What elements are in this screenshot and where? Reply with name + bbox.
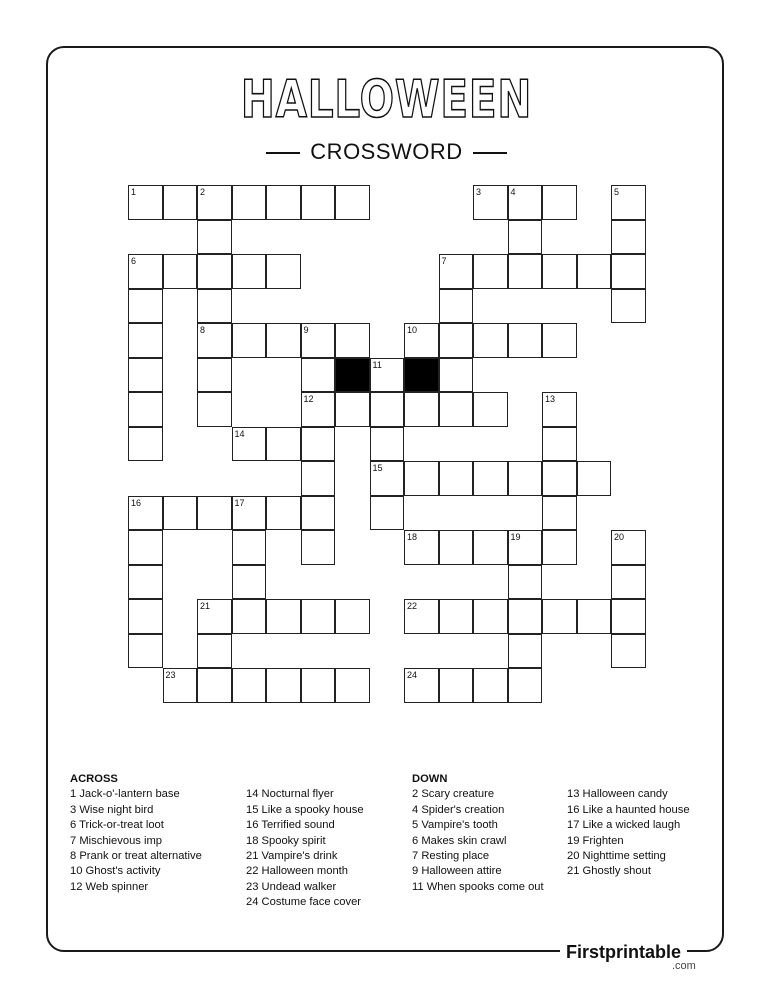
grid-cell[interactable] — [370, 427, 405, 462]
grid-cell[interactable] — [473, 185, 508, 220]
grid-cell[interactable] — [197, 634, 232, 669]
clue-number: 24 — [407, 670, 418, 680]
grid-cell[interactable] — [301, 461, 336, 496]
clue-number: 17 — [234, 497, 245, 508]
grid-cell[interactable] — [473, 530, 508, 565]
clue-number: 6 — [131, 256, 137, 266]
grid-cell[interactable] — [611, 599, 646, 634]
grid-cell[interactable] — [197, 254, 232, 289]
clue: 3 Wise night bird — [70, 803, 154, 816]
grid-cell[interactable] — [232, 668, 267, 703]
grid-cell[interactable] — [404, 461, 439, 496]
grid-cell[interactable] — [508, 668, 543, 703]
grid-cell[interactable] — [301, 427, 336, 462]
grid-cell[interactable] — [197, 323, 232, 358]
grid-cell[interactable] — [197, 392, 232, 427]
grid-cell[interactable] — [266, 254, 301, 289]
clue-number: 5 — [614, 187, 620, 197]
grid-cell[interactable] — [577, 599, 612, 634]
grid-cell[interactable] — [128, 323, 163, 358]
grid-cell[interactable] — [439, 530, 474, 565]
page-title: HALLOWEEN — [240, 70, 533, 130]
grid-cell[interactable] — [301, 185, 336, 220]
grid-cell[interactable] — [163, 668, 198, 703]
grid-cell[interactable] — [301, 358, 336, 393]
clue-number: 11 — [372, 359, 382, 370]
across-clues-col1 — [70, 772, 202, 895]
clue-number: 3 — [476, 187, 482, 197]
grid-cell[interactable] — [197, 668, 232, 703]
clue: 4 Spider's creation — [412, 803, 505, 816]
grid-cell[interactable] — [542, 185, 577, 220]
subtitle-rule-left — [266, 152, 300, 154]
clue: 9 Halloween attire — [412, 865, 502, 878]
grid-block — [335, 358, 370, 393]
clue: 19 Frighten — [567, 834, 624, 847]
grid-cell[interactable] — [404, 323, 439, 358]
grid-cell[interactable] — [232, 565, 267, 600]
grid-cell[interactable] — [404, 392, 439, 427]
across-heading: ACROSS — [70, 773, 118, 785]
grid-cell[interactable] — [266, 668, 301, 703]
grid-cell[interactable] — [508, 185, 543, 220]
clue-number: 1 — [131, 187, 137, 197]
grid-cell[interactable] — [439, 323, 474, 358]
grid-cell[interactable] — [508, 599, 543, 634]
clue: 21 Ghostly shout — [567, 865, 651, 878]
grid-cell[interactable] — [301, 323, 336, 358]
grid-cell[interactable] — [542, 461, 577, 496]
clue: 16 Terrified sound — [246, 819, 335, 832]
clue-number: 8 — [200, 325, 206, 335]
clue-number: 19 — [510, 532, 521, 542]
grid-cell[interactable] — [128, 530, 163, 565]
clue: 23 Undead walker — [246, 880, 337, 893]
grid-block — [404, 358, 439, 393]
grid-cell[interactable] — [128, 599, 163, 634]
clue-number: 12 — [303, 394, 314, 404]
down-clues-col1 — [412, 772, 544, 895]
clue-number: 18 — [407, 532, 418, 542]
grid-cell[interactable] — [577, 254, 612, 289]
clue-number: 10 — [407, 325, 418, 335]
grid-cell[interactable] — [404, 668, 439, 703]
grid-cell[interactable] — [473, 668, 508, 703]
grid-cell[interactable] — [473, 323, 508, 358]
grid-cell[interactable] — [128, 427, 163, 462]
clue: 15 Like a spooky house — [246, 803, 364, 816]
grid-cell[interactable] — [197, 220, 232, 255]
grid-cell[interactable] — [611, 220, 646, 255]
grid-cell[interactable] — [542, 530, 577, 565]
grid-cell[interactable] — [370, 496, 405, 531]
grid-cell[interactable] — [439, 358, 474, 393]
grid-cell[interactable] — [197, 496, 232, 531]
grid-cell[interactable] — [301, 496, 336, 531]
grid-cell[interactable] — [266, 599, 301, 634]
clue-number: 7 — [441, 256, 447, 266]
grid-cell[interactable] — [542, 496, 577, 531]
grid-cell[interactable] — [439, 668, 474, 703]
clue: 8 Prank or treat alternative — [70, 849, 202, 862]
grid-cell[interactable] — [508, 634, 543, 669]
clue: 6 Trick-or-treat loot — [70, 819, 164, 832]
grid-cell[interactable] — [370, 461, 405, 496]
grid-cell[interactable] — [577, 461, 612, 496]
across-clues-col2 — [246, 787, 364, 910]
grid-cell[interactable] — [232, 530, 267, 565]
clue-number: 9 — [303, 325, 309, 335]
clue: 7 Resting place — [412, 849, 490, 862]
clue-number: 20 — [614, 532, 625, 542]
clue: 20 Nighttime setting — [567, 849, 666, 862]
grid-cell[interactable] — [335, 668, 370, 703]
clue-number: 14 — [234, 428, 245, 439]
grid-cell[interactable] — [232, 496, 267, 531]
grid-cell[interactable] — [128, 565, 163, 600]
grid-cell[interactable] — [301, 392, 336, 427]
grid-cell[interactable] — [335, 323, 370, 358]
grid-cell[interactable] — [542, 599, 577, 634]
grid-cell[interactable] — [439, 254, 474, 289]
grid-cell[interactable] — [542, 323, 577, 358]
grid-cell[interactable] — [197, 358, 232, 393]
clue-number: 4 — [510, 187, 516, 197]
clue: 11 When spooks come out — [412, 880, 544, 893]
grid-cell[interactable] — [439, 289, 474, 324]
brand-logo: Firstprintable — [560, 940, 687, 964]
grid-cell[interactable] — [404, 530, 439, 565]
grid-cell[interactable] — [542, 254, 577, 289]
grid-cell[interactable] — [404, 599, 439, 634]
grid-cell[interactable] — [128, 358, 163, 393]
grid-cell[interactable] — [335, 185, 370, 220]
grid-cell[interactable] — [508, 565, 543, 600]
grid-cell[interactable] — [232, 427, 267, 462]
grid-cell[interactable] — [163, 254, 198, 289]
brand-domain: .com — [672, 960, 696, 972]
clue: 7 Mischievous imp — [70, 834, 163, 847]
grid-cell[interactable] — [439, 392, 474, 427]
grid-cell[interactable] — [611, 565, 646, 600]
grid-cell[interactable] — [266, 496, 301, 531]
clue-number: 13 — [545, 394, 556, 404]
down-clues-col2 — [567, 787, 690, 879]
grid-cell[interactable] — [232, 185, 267, 220]
grid-cell[interactable] — [163, 185, 198, 220]
grid-cell[interactable] — [128, 185, 163, 220]
grid-cell[interactable] — [439, 599, 474, 634]
grid-cell[interactable] — [439, 461, 474, 496]
clue: 6 Makes skin crawl — [412, 834, 507, 847]
grid-cell[interactable] — [266, 323, 301, 358]
clue: 22 Halloween month — [246, 865, 348, 878]
grid-cell[interactable] — [508, 530, 543, 565]
clue-number: 15 — [372, 463, 383, 473]
grid-cell[interactable] — [128, 634, 163, 669]
grid-cell[interactable] — [163, 496, 198, 531]
grid-cell[interactable] — [197, 185, 232, 220]
grid-cell[interactable] — [266, 427, 301, 462]
grid-cell[interactable] — [266, 185, 301, 220]
clue: 17 Like a wicked laugh — [567, 819, 681, 832]
grid-cell[interactable] — [473, 599, 508, 634]
grid-cell[interactable] — [473, 254, 508, 289]
grid-cell[interactable] — [128, 289, 163, 324]
grid-cell[interactable] — [197, 289, 232, 324]
page-subtitle — [0, 137, 773, 167]
grid-cell[interactable] — [473, 461, 508, 496]
grid-cell[interactable] — [128, 254, 163, 289]
grid-cell[interactable] — [611, 530, 646, 565]
grid-cell[interactable] — [611, 254, 646, 289]
grid-cell[interactable] — [128, 496, 163, 531]
clue: 2 Scary creature — [412, 788, 495, 801]
grid-cell[interactable] — [611, 185, 646, 220]
clue: 1 Jack-o'-lantern base — [70, 788, 180, 801]
grid-cell[interactable] — [473, 392, 508, 427]
clue: 14 Nocturnal flyer — [246, 788, 334, 801]
clue: 12 Web spinner — [70, 880, 149, 893]
grid-cell[interactable] — [370, 358, 405, 393]
grid-cell[interactable] — [232, 323, 267, 358]
grid-cell[interactable] — [335, 392, 370, 427]
grid-cell[interactable] — [611, 289, 646, 324]
grid-cell[interactable] — [128, 392, 163, 427]
clue: 5 Vampire's tooth — [412, 819, 498, 832]
grid-cell[interactable] — [232, 599, 267, 634]
grid-cell[interactable] — [508, 254, 543, 289]
grid-cell[interactable] — [232, 254, 267, 289]
clue-number: 16 — [131, 497, 142, 508]
clue: 24 Costume face cover — [246, 896, 362, 909]
grid-cell[interactable] — [508, 220, 543, 255]
grid-cell[interactable] — [542, 392, 577, 427]
grid-cell[interactable] — [301, 668, 336, 703]
grid-cell[interactable] — [370, 392, 405, 427]
grid-cell[interactable] — [508, 323, 543, 358]
clue: 10 Ghost's activity — [70, 865, 161, 878]
clue-number: 2 — [200, 187, 206, 197]
down-heading: DOWN — [412, 773, 448, 785]
clue-number: 22 — [407, 601, 418, 611]
clue-number: 21 — [200, 601, 211, 611]
clue: 21 Vampire's drink — [246, 849, 338, 862]
grid-cell[interactable] — [611, 634, 646, 669]
grid-cell[interactable] — [335, 599, 370, 634]
subtitle-rule-right — [473, 152, 507, 154]
subtitle-text: CROSSWORD — [310, 139, 463, 164]
clue: 16 Like a haunted house — [567, 803, 690, 816]
grid-cell[interactable] — [542, 427, 577, 462]
grid-cell[interactable] — [197, 599, 232, 634]
grid-cell[interactable] — [301, 530, 336, 565]
grid-cell[interactable] — [301, 599, 336, 634]
grid-cell[interactable] — [508, 461, 543, 496]
clue: 13 Halloween candy — [567, 788, 668, 801]
clue-number: 23 — [165, 670, 176, 680]
clue: 18 Spooky spirit — [246, 834, 326, 847]
